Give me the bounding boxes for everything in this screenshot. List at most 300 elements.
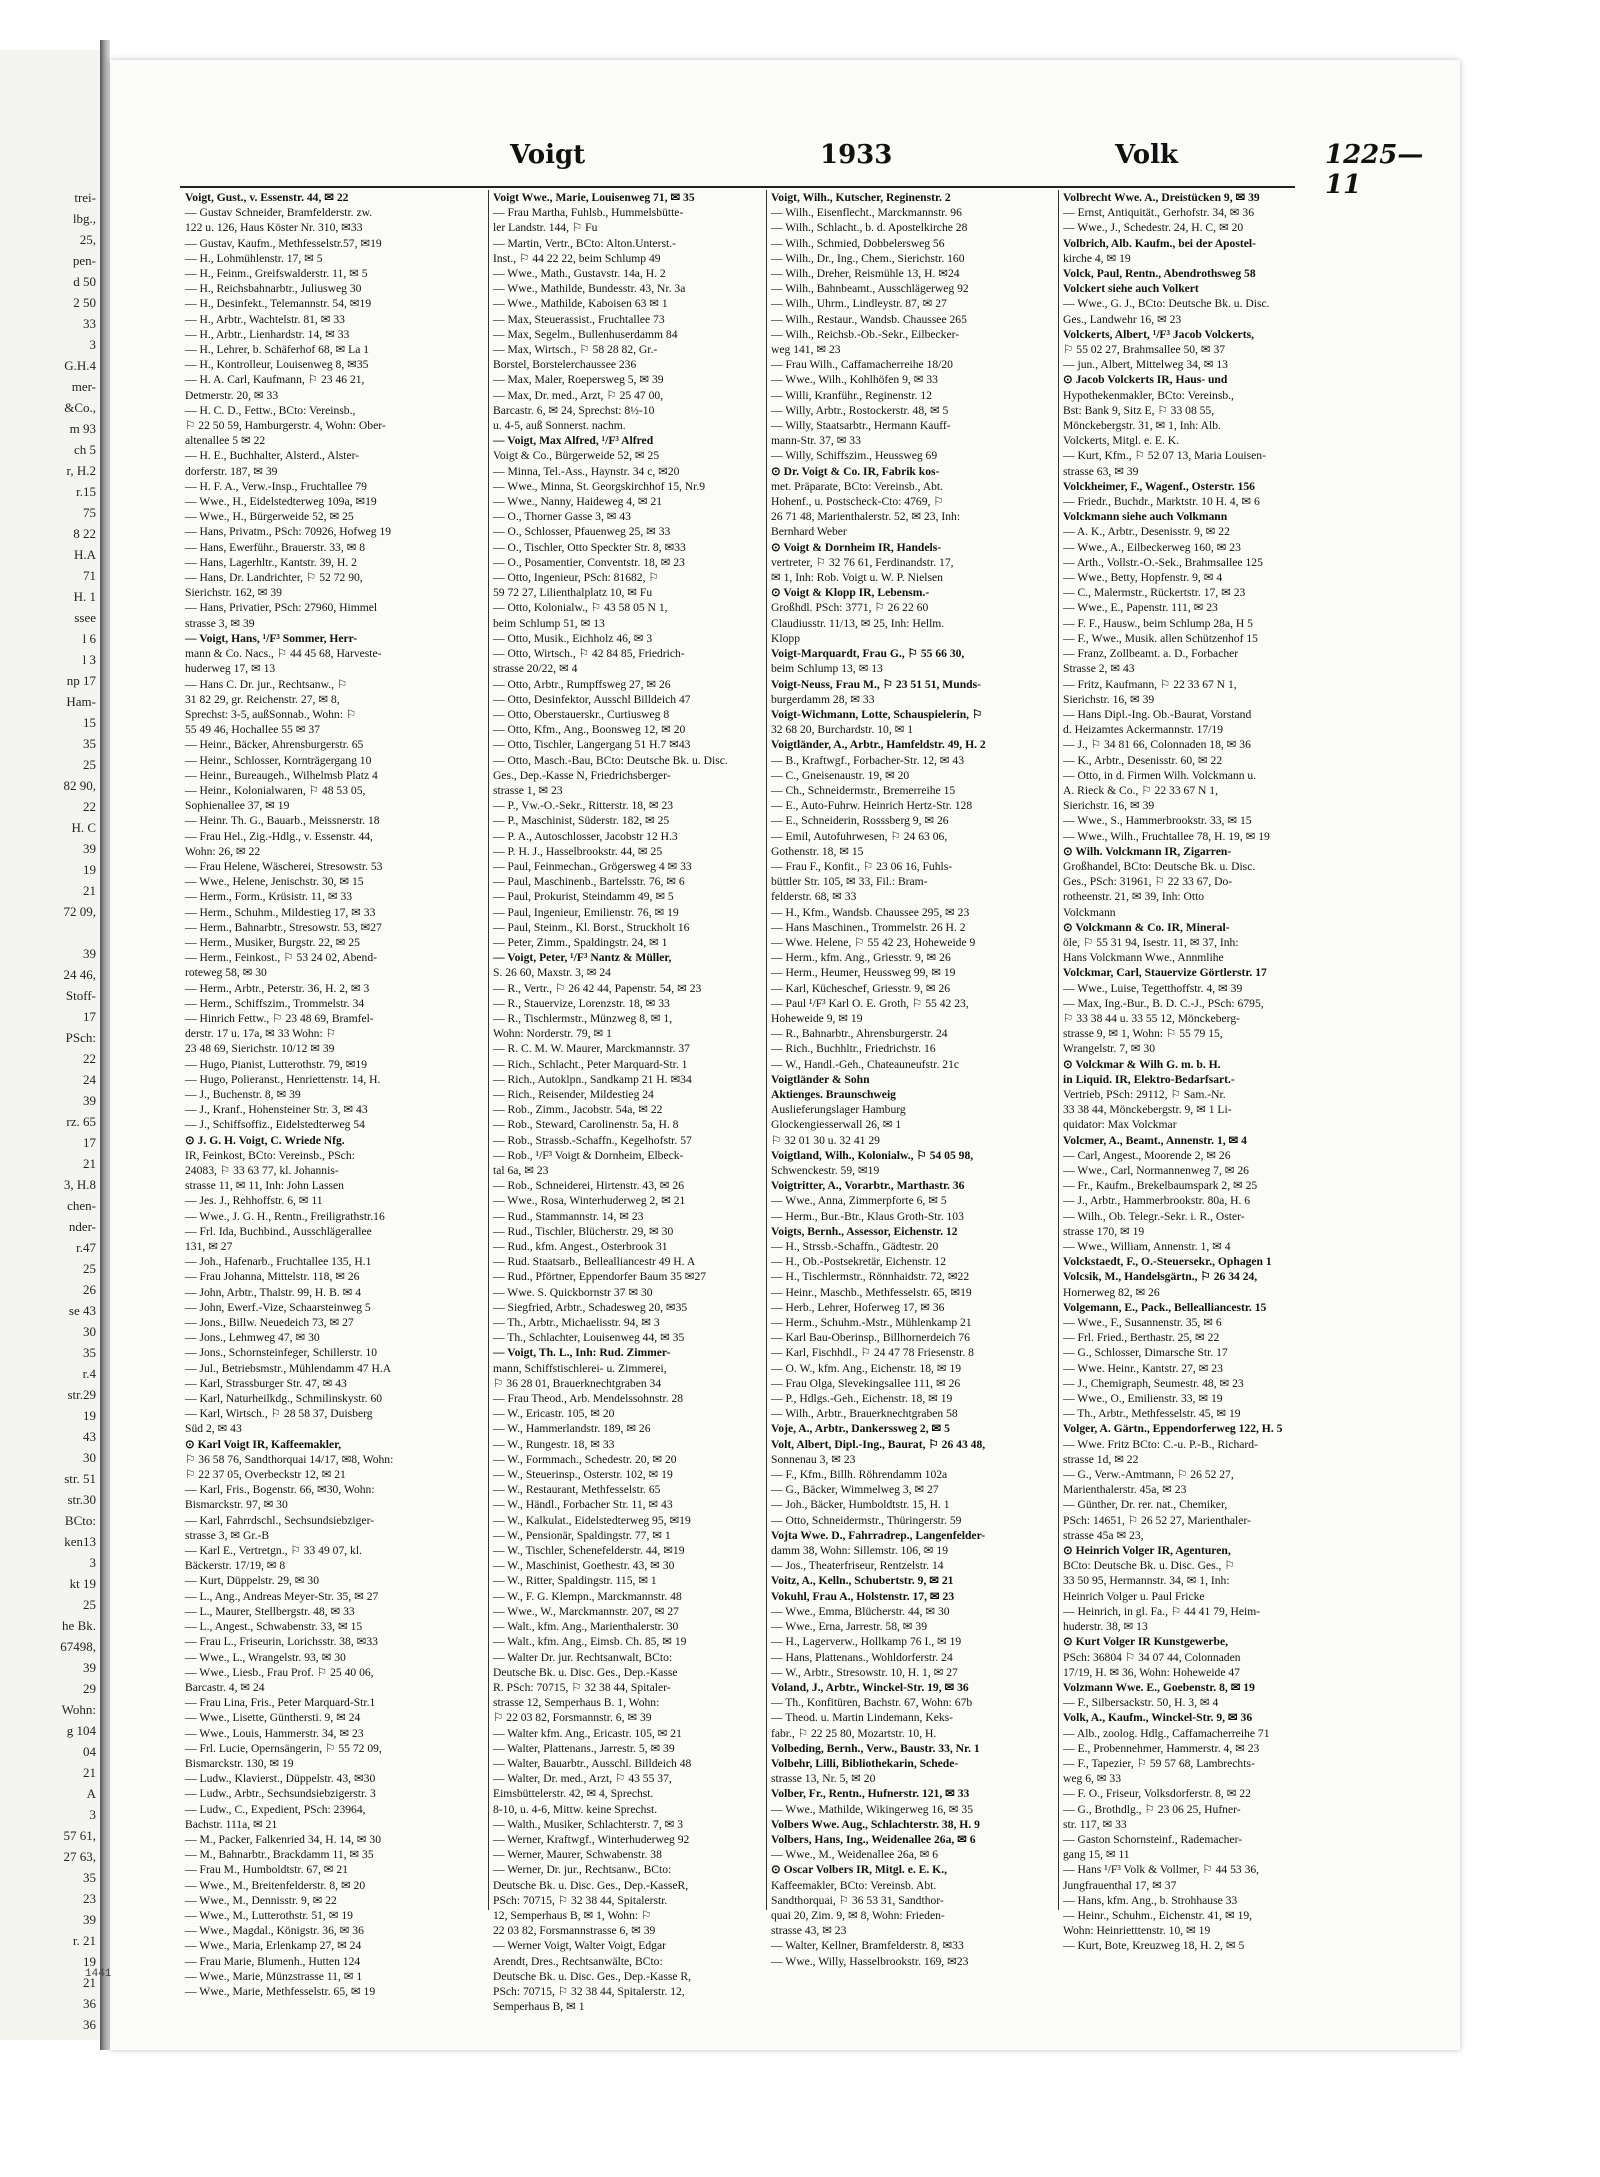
directory-entry: Volk, A., Kaufm., Winckel-Str. 9, ✉ 36 — [1063, 1711, 1253, 1725]
directory-entry: — Carl, Angest., Moorende 2, ✉ 26 — [1063, 1148, 1231, 1162]
directory-entry: Volger, A. Gärtn., Eppendorferweg 122, H. 5 — [1063, 1422, 1283, 1436]
directory-entry: — Hans, Privatm., PSch: 70926, Hofweg 19 — [185, 525, 392, 539]
directory-entry: — Werner, Kraftwgf., Winterhuderweg 92 — [493, 1832, 690, 1846]
directory-entry: — Rud., Pförtner, Eppendorfer Baum 35 ✉27 — [493, 1270, 707, 1284]
directory-entry: 32 68 20, Burchardstr. 10, ✉ 1 — [771, 723, 914, 737]
directory-entry: — J., Chemigraph, Seumestr. 48, ✉ 23 — [1063, 1376, 1244, 1390]
directory-entry: — Willi, Kranführ., Reginenstr. 12 — [771, 388, 932, 402]
directory-entry: — Frau Helene, Wäscherei, Stresowstr. 53 — [185, 859, 383, 873]
directory-entry: — H., Reichsbahnarbtr., Juliusweg 30 — [185, 282, 362, 296]
directory-entry: — Heinr., Schuhm., Eichenstr. 41, ✉ 19, — [1063, 1908, 1253, 1922]
directory-entry: — Frau Marie, Blumenh., Hutten 124 — [185, 1954, 361, 1968]
previous-page-fragment: 35 — [83, 1870, 96, 1885]
previous-page-fragment: 24 46, — [63, 967, 96, 982]
directory-entry: — Hugo, Pianist, Lutterothstr. 79, ✉19 — [185, 1057, 368, 1071]
directory-entry: Voigt-Neuss, Frau M., ⚐ 23 51 51, Munds- — [771, 677, 981, 691]
previous-page-fragment: ken13 — [64, 1534, 96, 1549]
directory-entry: Voje, A., Arbtr., Dankerssweg 2, ✉ 5 — [771, 1422, 950, 1436]
directory-entry: Sierichstr. 162, ✉ 39 — [185, 586, 282, 600]
previous-page-fragment: 21 — [83, 883, 96, 898]
directory-entry: str. 117, ✉ 33 — [1063, 1817, 1127, 1831]
previous-page-fragment: 17 — [83, 1009, 96, 1024]
previous-page-fragment: 36 — [83, 1996, 96, 2011]
directory-entry: ⊙ Karl Voigt IR, Kaffeemakler, — [185, 1437, 342, 1451]
directory-entry: strasse 11, ✉ 11, Inh: John Lassen — [185, 1179, 344, 1193]
directory-entry: — Wwe., Lisette, Günthersti. 9, ✉ 24 — [185, 1711, 361, 1725]
directory-entry: — Otto, Musik., Eichholz 46, ✉ 3 — [493, 631, 653, 645]
directory-entry: Voigtland, Wilh., Kolonialw., ⚐ 54 05 98, — [771, 1148, 974, 1162]
directory-entry: Voigt-Wichmann, Lotte, Schauspielerin, ⚐ — [771, 707, 983, 721]
directory-entry: — W., Händl., Forbacher Str. 11, ✉ 43 — [493, 1498, 673, 1512]
directory-entry: — M., Packer, Falkenried 34, H. 14, ✉ 30 — [185, 1832, 382, 1846]
previous-page-fragment: 21 — [83, 1975, 96, 1990]
directory-entry: — O., Schlosser, Pfauenweg 25, ✉ 33 — [493, 525, 671, 539]
directory-entry: — R., Vertr., ⚐ 26 42 44, Papenstr. 54, ✉ 23 — [493, 981, 702, 995]
directory-entry: — Joh., Hafenarb., Fruchtallee 135, H.1 — [185, 1255, 372, 1269]
directory-entry: — Herm., Bahnarbtr., Stresowstr. 53, ✉27 — [185, 920, 382, 934]
directory-entry: — Paul, Steinm., Kl. Borst., Struckholt 16 — [493, 920, 690, 934]
directory-entry: — L., Maurer, Stellbergstr. 48, ✉ 33 — [185, 1604, 355, 1618]
directory-entry: — Wwe., F., Susannenstr. 35, ✉ 6 — [1063, 1316, 1222, 1330]
directory-entry: — Rich., Autoklpn., Sandkamp 21 H. ✉34 — [493, 1072, 692, 1086]
previous-page-fragment: r, H.2 — [66, 463, 96, 478]
directory-entry: — Walter, Bauarbtr., Ausschl. Billdeich 48 — [493, 1756, 692, 1770]
directory-entry: Heinrich Volger u. Paul Fricke — [1063, 1589, 1205, 1603]
directory-entry: — jun., Albert, Mittelweg 34, ✉ 13 — [1063, 358, 1228, 372]
previous-page-fragment: l 3 — [82, 652, 96, 667]
previous-page-fragment: G.H.4 — [64, 358, 96, 373]
directory-entry: — H., Kontrolleur, Louisenweg 8, ✉35 — [185, 358, 369, 372]
previous-page-fragment: 3 — [89, 1555, 96, 1570]
directory-entry: — Wwe., L., Wrangelstr. 93, ✉ 30 — [185, 1650, 346, 1664]
directory-entry: — Voigt, Th. L., Inh: Rud. Zimmer- — [493, 1346, 671, 1360]
directory-entry: — Otto, Ingenieur, PSch: 81682, ⚐ — [493, 571, 659, 585]
header-rule — [180, 186, 1295, 188]
directory-entry: Ges., Landwehr 16, ✉ 23 — [1063, 312, 1182, 326]
directory-entry: — Karl, Naturheilkdg., Schmilinskystr. 60 — [185, 1392, 383, 1406]
previous-page-fragment: H. 1 — [73, 589, 96, 604]
directory-entry: Sierichstr. 16, ✉ 39 — [1063, 799, 1155, 813]
directory-entry: — Herm., Schiffszim., Trommelstr. 34 — [185, 996, 365, 1010]
previous-page-fragment: &Co., — [64, 400, 96, 415]
directory-entry: — J., Kranf., Hohensteiner Str. 3, ✉ 43 — [185, 1103, 368, 1117]
directory-entry: 33 50 95, Hermannstr. 34, ✉ 1, Inh: — [1063, 1574, 1230, 1588]
directory-entry: Voigt-Marquardt, Frau G., ⚐ 55 66 30, — [771, 647, 965, 661]
directory-entry: — Frau L., Friseurin, Lorichsstr. 38, ✉33 — [185, 1635, 378, 1649]
directory-entry: — Herm., Feinkost., ⚐ 53 24 02, Abend- — [185, 951, 378, 965]
directory-entry: — Rich., Buchhltr., Friedrichstr. 16 — [771, 1042, 936, 1056]
directory-entry: Hypothekenmakler, BCto: Vereinsb., — [1063, 388, 1234, 402]
previous-page-fragment: 21 — [83, 1765, 96, 1780]
previous-page-fragment: str.30 — [67, 1492, 96, 1507]
directory-entry: ⚐ 22 37 05, Overbeckstr 12, ✉ 21 — [185, 1468, 346, 1482]
previous-page-fragment: 35 — [83, 736, 96, 751]
previous-page-fragment: r.15 — [76, 484, 96, 499]
directory-entry: — Otto, Kfm., Ang., Boonsweg 12, ✉ 20 — [493, 723, 686, 737]
previous-page-fragment: np 17 — [66, 673, 96, 688]
directory-entry: — Frau Martha, Fuhlsb., Hummelsbütte- — [493, 206, 684, 220]
directory-entry: — Martin, Vertr., BCto: Alton.Unterst.- — [493, 236, 677, 250]
directory-entry: ⚐ 55 02 27, Brahmsallee 50, ✉ 37 — [1063, 343, 1226, 357]
previous-page-fragment: 15 — [83, 715, 96, 730]
directory-entry: — Wwe., Emma, Blücherstr. 44, ✉ 30 — [771, 1604, 950, 1618]
directory-entry: — Heinr. Th. G., Bauarb., Meissnerstr. 18 — [185, 814, 380, 828]
directory-entry: — Wwe., Minna, St. Georgskirchhof 15, Nr.9 — [493, 479, 706, 493]
directory-entry: — W., Handl.-Geh., Chateauneufstr. 21c — [771, 1057, 960, 1071]
directory-entry: — Wilh., Uhrm., Lindleystr. 87, ✉ 27 — [771, 297, 947, 311]
directory-entry: — Friedr., Buchdr., Marktstr. 10 H. 4, ✉ 6 — [1063, 495, 1260, 509]
directory-entry: — J., Buchenstr. 8, ✉ 39 — [185, 1087, 301, 1101]
directory-entry: — H., Kfm., Wandsb. Chaussee 295, ✉ 23 — [771, 905, 970, 919]
directory-entry: — Ludw., C., Expedient, PSch: 23964, — [185, 1802, 366, 1816]
previous-page-fragment: ssee — [74, 610, 96, 625]
directory-entry: — Voigt, Peter, ¹/F³ Nantz & Müller, — [493, 951, 672, 965]
previous-page-fragment: 04 — [83, 1744, 96, 1759]
directory-entry: — W., Steuerinsp., Osterstr. 102, ✉ 19 — [493, 1468, 673, 1482]
directory-entry: — F. O., Friseur, Volksdorferstr. 8, ✉ 22 — [1063, 1787, 1251, 1801]
header-page-number: 1225—11 — [1325, 140, 1424, 200]
directory-entry: — Werner, Dr. jur., Rechtsanw., BCto: — [493, 1863, 672, 1877]
previous-page-fragment: 39 — [83, 1660, 96, 1675]
header-right-name: Volk — [1115, 140, 1179, 170]
directory-entry: ✉ 1, Inh: Rob. Voigt u. W. P. Nielsen — [771, 571, 943, 585]
directory-entry: — Wwe. Heinr., Kantstr. 27, ✉ 23 — [1063, 1361, 1223, 1375]
directory-entry: — R. C. M. W. Maurer, Marckmannstr. 37 — [493, 1042, 690, 1056]
directory-entry: 55 49 46, Hochallee 55 ✉ 37 — [185, 723, 320, 737]
directory-entry: 12, Semperhaus B, ✉ 1, Wohn: ⚐ — [493, 1908, 652, 1922]
directory-entry: Hornerweg 82, ✉ 26 — [1063, 1285, 1160, 1299]
directory-entry: Volckstaedt, F., O.-Steuersekr., Ophagen 1 — [1063, 1255, 1272, 1269]
directory-entry: — Wilh., Restaur., Wandsb. Chaussee 265 — [771, 312, 967, 326]
previous-page-fragment: 19 — [83, 1954, 96, 1969]
directory-entry: Bismarckstr. 97, ✉ 30 — [185, 1498, 288, 1512]
directory-entry: 17/19, H. ✉ 36, Wohn: Hoheweide 47 — [1063, 1665, 1240, 1679]
footer-mark: 1441 — [85, 1968, 112, 1980]
directory-entry: — H., Desinfekt., Telemannstr. 54, ✉19 — [185, 297, 372, 311]
directory-entry: Voigtländer & Sohn — [771, 1072, 870, 1086]
directory-entry: — Franz, Zollbeamt. a. D., Forbacher — [1063, 647, 1239, 661]
directory-entry: — M., Bahnarbtr., Brackdamm 11, ✉ 35 — [185, 1848, 374, 1862]
previous-page-fragment: chen- — [67, 1198, 96, 1213]
directory-entry: — Hans C. Dr. jur., Rechtsanw., ⚐ — [185, 677, 348, 691]
directory-entry: ⊙ Volckmann & Co. IR, Mineral- — [1063, 920, 1230, 934]
directory-entry: Ges., PSch: 31961, ⚐ 22 33 67, Do- — [1063, 875, 1233, 889]
directory-entry: — Wwe., M., Dennisstr. 9, ✉ 22 — [185, 1893, 337, 1907]
directory-entry: 131, ✉ 27 — [185, 1240, 233, 1254]
directory-entry: Eimsbüttelerstr. 42, ✉ 4, Sprechst. — [493, 1787, 654, 1801]
directory-entry: R. PSch: 70715, ⚐ 32 38 44, Spitaler- — [493, 1680, 671, 1694]
directory-entry: — Walter, Dr. med., Arzt, ⚐ 43 55 37, — [493, 1772, 672, 1786]
directory-entry: — P. A., Autoschlosser, Jacobstr 12 H.3 — [493, 829, 678, 843]
previous-page-fragment: 57 61, — [63, 1828, 96, 1843]
directory-entry: — Jons., Schornsteinfeger, Schillerstr. 10 — [185, 1346, 378, 1360]
directory-entry: strasse 13, Nr. 5, ✉ 20 — [771, 1772, 876, 1786]
directory-entry: Volbrich, Alb. Kaufm., bei der Apostel- — [1063, 236, 1256, 250]
directory-entry: strasse 170, ✉ 19 — [1063, 1224, 1145, 1238]
directory-entry: — Walth., Musiker, Schlachterstr. 7, ✉ 3 — [493, 1817, 684, 1831]
directory-entry: — Herm., kfm. Ang., Griesstr. 9, ✉ 26 — [771, 951, 951, 965]
directory-entry: Volt, Albert, Dipl.-Ing., Baurat, ⚐ 26 43 48, — [771, 1437, 986, 1451]
directory-entry: Sierichstr. 16, ✉ 39 — [1063, 692, 1155, 706]
previous-page-edge — [0, 50, 100, 2040]
directory-entry: — Otto, Kolonialw., ⚐ 43 58 05 N 1, — [493, 601, 668, 615]
directory-entry: Volbeding, Bernh., Verw., Baustr. 33, Nr. 1 — [771, 1741, 980, 1755]
directory-entry: — Max, Dr. med., Arzt, ⚐ 25 47 00, — [493, 388, 664, 402]
directory-entry: — Wwe., Rosa, Winterhuderweg 2, ✉ 21 — [493, 1194, 686, 1208]
directory-entry: — Karl E., Vertretgn., ⚐ 33 49 07, kl. — [185, 1544, 362, 1558]
directory-entry: gang 15, ✉ 11 — [1063, 1848, 1130, 1862]
directory-entry: Schwenckestr. 59, ✉19 — [771, 1164, 880, 1177]
previous-page-fragment: se 43 — [68, 1303, 96, 1318]
directory-entry: — Frau Wilh., Caffamacherreihe 18/20 — [771, 358, 953, 372]
directory-entry: Voigtritter, A., Vorarbtr., Marthastr. 36 — [771, 1179, 965, 1193]
directory-entry: — Wwe., W., Marckmannstr. 207, ✉ 27 — [493, 1604, 679, 1618]
directory-entry: — Arth., Vollstr.-O.-Sek., Brahmsallee 125 — [1063, 555, 1263, 569]
directory-entry: Voland, J., Arbtr., Winckel-Str. 19, ✉ 36 — [771, 1680, 969, 1694]
directory-entry: — Walter Dr. jur. Rechtsanwalt, BCto: — [493, 1650, 673, 1664]
directory-entry: quidator: Max Volckmar — [1063, 1118, 1177, 1132]
directory-entry: — W., Hammerlandstr. 189, ✉ 26 — [493, 1422, 651, 1436]
previous-page-fragment: nder- — [68, 1219, 96, 1234]
directory-entry: ⊙ Voigt & Dornheim IR, Handels- — [771, 540, 942, 554]
directory-entry: ⊙ Jacob Volckerts IR, Haus- und — [1063, 373, 1228, 387]
directory-entry: — Wwe., Wilh., Fruchtallee 78, H. 19, ✉ 19 — [1063, 829, 1270, 843]
previous-page-fragment: PSch: — [65, 1030, 96, 1045]
directory-entry: — Wwe., M., Weidenallee 26a, ✉ 6 — [771, 1848, 939, 1862]
directory-entry: — Alb., zoolog. Hdlg., Caffamacherreihe 71 — [1063, 1726, 1270, 1740]
directory-entry: Volber, Fr., Rentn., Hufnerstr. 121, ✉ 33 — [771, 1787, 970, 1801]
directory-entry: — Frau M., Humboldtstr. 67, ✉ 21 — [185, 1863, 349, 1877]
directory-entry: — Rich., Schlacht., Peter Marquard-Str. 1 — [493, 1057, 688, 1071]
directory-entry: — Hans Dipl.-Ing. Ob.-Baurat, Vorstand — [1063, 707, 1252, 721]
directory-entry: — Fr., Kaufm., Brekelbaumspark 2, ✉ 25 — [1063, 1179, 1258, 1193]
directory-entry: — Wwe. S. Quickbornstr 37 ✉ 30 — [493, 1285, 653, 1299]
directory-entry: Sprechst: 3-5, außSonnab., Wohn: ⚐ — [185, 707, 357, 721]
directory-entry: Klopp — [771, 631, 800, 645]
directory-entry: Volckert siehe auch Volkert — [1063, 282, 1199, 296]
previous-page-fragment: 3, H.8 — [63, 1177, 96, 1192]
previous-page-fragment: 25, — [79, 232, 96, 247]
directory-entry: Ges., Dep.-Kasse N, Friedrichsberger- — [493, 768, 671, 782]
directory-entry: ⊙ Kurt Volger IR Kunstgewerbe, — [1063, 1635, 1229, 1649]
directory-entry: — Gustav Schneider, Bramfelderstr. zw. — [185, 206, 373, 220]
directory-entry: Voitz, A., Kelln., Schubertstr. 9, ✉ 21 — [771, 1574, 954, 1588]
directory-entry: — Kurt, Bote, Kreuzweg 18, H. 2, ✉ 5 — [1063, 1939, 1245, 1953]
directory-entry: — G., Bäcker, Wimmelweg 3, ✉ 27 — [771, 1483, 939, 1497]
directory-entry: — Wwe., J. G. H., Rentn., Freiligrathstr.16 — [185, 1209, 385, 1223]
column-divider — [766, 190, 767, 1910]
directory-entry: Süd 2, ✉ 43 — [185, 1422, 242, 1436]
previous-page-fragment: r. 21 — [72, 1933, 96, 1948]
directory-entry: — Herm., Schuhm.-Mstr., Mühlenkamp 21 — [771, 1316, 972, 1330]
directory-entry: — Wwe., Erna, Jarrestr. 58, ✉ 39 — [771, 1620, 927, 1634]
directory-entry: Voigts, Bernh., Assessor, Eichenstr. 12 — [771, 1224, 958, 1238]
directory-entry: — Rob., Strassb.-Schaffn., Kegelhofstr. 57 — [493, 1133, 692, 1147]
directory-entry: — Wwe., Louis, Hammerstr. 34, ✉ 23 — [185, 1726, 364, 1740]
directory-entry: — P., Maschinist, Süderstr. 182, ✉ 25 — [493, 814, 670, 828]
directory-entry: — W., Pensionär, Spaldingstr. 77, ✉ 1 — [493, 1528, 671, 1542]
directory-entry: PSch: 14651, ⚐ 26 52 27, Marienthaler- — [1063, 1513, 1251, 1527]
directory-entry: ⚐ 36 58 76, Sandthorquai 14/17, ✉8, Wohn: — [185, 1452, 394, 1466]
directory-entry: — Wilh., Reichsb.-Ob.-Sekr., Eilbecker- — [771, 327, 960, 341]
directory-entry: ⚐ 22 50 59, Hamburgerstr. 4, Wohn: Ober- — [185, 419, 386, 433]
previous-page-fragment: 67498, — [60, 1639, 96, 1654]
directory-entry: Volbers, Hans, Ing., Weidenallee 26a, ✉ 6 — [771, 1832, 976, 1846]
previous-page-fragment: 25 — [83, 1261, 96, 1276]
directory-entry: — Paul, Ingenieur, Emilienstr. 76, ✉ 19 — [493, 905, 679, 919]
directory-entry: Volck, Paul, Rentn., Abendrothsweg 58 — [1063, 267, 1256, 281]
directory-entry: — Hans, Dr. Landrichter, ⚐ 52 72 90, — [185, 571, 363, 585]
directory-entry: — Werner, Maurer, Schwabenstr. 38 — [493, 1848, 662, 1862]
previous-page-fragment: H.A — [73, 547, 96, 562]
directory-entry: — O., Thorner Gasse 3, ✉ 43 — [493, 510, 631, 524]
directory-entry: Semperhaus B, ✉ 1 — [493, 2000, 585, 2014]
directory-entry: — Willy, Staatsarbtr., Hermann Kauff- — [771, 419, 951, 433]
directory-entry: mann, Schiffstischlerei- u. Zimmerei, — [493, 1361, 667, 1375]
directory-entry: Volckmann siehe auch Volkmann — [1063, 510, 1228, 524]
directory-entry: Mönckebergstr. 31, ✉ 1, Inh: Alb. — [1063, 419, 1221, 433]
directory-entry: Arendt, Dres., Rechtsanwälte, BCto: — [493, 1954, 663, 1968]
directory-entry: — G., Schlosser, Dimarsche Str. 17 — [1063, 1346, 1228, 1360]
directory-entry: ⊙ Heinrich Volger IR, Agenturen, — [1063, 1544, 1231, 1558]
directory-entry: — Wilh., Schlacht., b. d. Apostelkirche 28 — [771, 221, 968, 235]
directory-entry: 8-10, u. 4-6, Mittw. keine Sprechst. — [493, 1802, 658, 1816]
directory-entry: — P., Hdlgs.-Geh., Eichenstr. 18, ✉ 19 — [771, 1392, 953, 1406]
directory-entry: — H. C. D., Fettw., BCto: Vereinsb., — [185, 403, 356, 417]
directory-entry: — Frau F., Konfit., ⚐ 23 06 16, Fuhls- — [771, 859, 953, 873]
directory-entry: — Wwe. Helene, ⚐ 55 42 23, Hoheweide 9 — [771, 935, 976, 949]
directory-entry: — W., Ritter, Spaldingstr. 115, ✉ 1 — [493, 1574, 657, 1588]
directory-entry: — E., Schneiderin, Rosssberg 9, ✉ 26 — [771, 814, 949, 828]
directory-entry: — Wwe., Maria, Erlenkamp 27, ✉ 24 — [185, 1939, 362, 1953]
directory-entry: — John, Ewerf.-Vize, Schaarsteinweg 5 — [185, 1300, 371, 1314]
directory-entry: — Karl, Wirtsch., ⚐ 28 58 37, Duisberg — [185, 1407, 373, 1421]
directory-entry: — Gustav, Kaufm., Methfesselstr.57, ✉19 — [185, 236, 382, 250]
previous-page-fragment: g 104 — [66, 1723, 96, 1738]
directory-entry: — H., Feinm., Greifswalderstr. 11, ✉ 5 — [185, 267, 368, 281]
directory-entry: — Wwe., Liesb., Frau Prof. ⚐ 25 40 06, — [185, 1665, 374, 1679]
directory-entry: — Wilh., Dreher, Reismühle 13, H. ✉24 — [771, 267, 960, 281]
directory-entry: — H., Arbtr., Lienhardstr. 14, ✉ 33 — [185, 327, 350, 341]
directory-entry: weg 6, ✉ 33 — [1063, 1772, 1122, 1786]
previous-page-fragment: trei- — [74, 190, 96, 205]
directory-entry: Volcmer, A., Beamt., Annenstr. 1, ✉ 4 — [1063, 1133, 1247, 1147]
directory-entry: strasse 20/22, ✉ 4 — [493, 662, 578, 676]
directory-entry: Bernhard Weber — [771, 525, 847, 539]
directory-entry: Barcastr. 4, ✉ 24 — [185, 1680, 265, 1694]
previous-page-fragment: 3 — [89, 1807, 96, 1822]
directory-entry: — Fritz, Kaufmann, ⚐ 22 33 67 N 1, — [1063, 677, 1237, 691]
directory-entry: — F., Tapezier, ⚐ 59 57 68, Lambrechts- — [1063, 1756, 1255, 1770]
directory-entry: — Karl, Kücheschef, Griesstr. 9, ✉ 26 — [771, 981, 951, 995]
directory-entry: Wohn: Heinrietttenstr. 10, ✉ 19 — [1063, 1924, 1211, 1938]
previous-page-fragment: r.4 — [82, 1366, 96, 1381]
previous-page-fragment: 82 90, — [63, 778, 96, 793]
directory-entry: — Rich., Reisender, Mildestieg 24 — [493, 1087, 654, 1101]
directory-entry: fabr., ⚐ 22 25 80, Mozartstr. 10, H. — [771, 1726, 937, 1740]
directory-entry: — F., Silbersackstr. 50, H. 3, ✉ 4 — [1063, 1696, 1219, 1710]
directory-entry: — Heinr., Bureaugeh., Wilhelmsb Platz 4 — [185, 768, 378, 782]
directory-entry: strasse 9, ✉ 1, Wohn: ⚐ 55 79 15, — [1063, 1027, 1223, 1041]
directory-entry: 22 03 82, Forsmannstrasse 6, ✉ 39 — [493, 1924, 656, 1938]
directory-entry: — Wilh., Ob. Telegr.-Sekr. i. R., Oster- — [1063, 1209, 1245, 1223]
directory-entry: — Wwe., E., Papenstr. 111, ✉ 23 — [1063, 601, 1218, 615]
directory-entry: — W., Restaurant, Methfesselstr. 65 — [493, 1483, 661, 1497]
directory-entry: — H. E., Buchhalter, Alsterd., Alster- — [185, 449, 360, 463]
directory-entry: — Willy, Arbtr., Rostockerstr. 48, ✉ 5 — [771, 403, 949, 417]
directory-entry: — Walter, Plattenans., Jarrestr. 5, ✉ 39 — [493, 1741, 675, 1755]
directory-entry: quai 20, Zim. 9, ✉ 8, Wohn: Frieden- — [771, 1908, 945, 1922]
directory-entry: — F., Kfm., Billh. Röhrendamm 102a — [771, 1468, 948, 1482]
directory-entry: — W., Arbtr., Stresowstr. 10, H. 1, ✉ 27 — [771, 1665, 958, 1679]
directory-entry: — Heinr., Maschb., Methfesselstr. 65, ✉19 — [771, 1285, 972, 1299]
directory-entry: — W., Ericastr. 105, ✉ 20 — [493, 1407, 615, 1421]
directory-entry: — Wwe., Nanny, Haideweg 4, ✉ 21 — [493, 495, 663, 509]
directory-entry: Volckerts, Albert, ¹/F³ Jacob Volckerts, — [1063, 327, 1255, 341]
directory-entry: Volckheimer, F., Wagenf., Osterstr. 156 — [1063, 479, 1255, 493]
directory-entry: — Karl, Fris., Bogenstr. 66, ✉30, Wohn: — [185, 1483, 375, 1497]
directory-entry: Volckmann — [1063, 905, 1116, 919]
previous-page-fragment: 43 — [83, 1429, 96, 1444]
directory-entry: — Wwe., Anna, Zimmerpforte 6, ✉ 5 — [771, 1194, 947, 1208]
directory-entry: — O. W., kfm. Ang., Eichenstr. 18, ✉ 19 — [771, 1361, 962, 1375]
directory-entry: — Ernst, Antiquität., Gerhofstr. 34, ✉ 36 — [1063, 206, 1255, 220]
previous-page-fragment: 39 — [83, 1093, 96, 1108]
previous-page-fragment: mer- — [71, 379, 96, 394]
directory-entry: strasse 43, ✉ 23 — [771, 1924, 847, 1938]
directory-entry: — Ludw., Klavierst., Düppelstr. 43, ✉30 — [185, 1772, 376, 1786]
directory-entry: — Rob., Steward, Carolinenstr. 5a, H. 8 — [493, 1118, 679, 1132]
directory-entry: felderstr. 68, ✉ 33 — [771, 890, 857, 904]
directory-entry: — Herb., Lehrer, Hoferweg 17, ✉ 36 — [771, 1300, 945, 1314]
previous-page-fragment: 39 — [83, 946, 96, 961]
column-2 — [493, 190, 793, 2014]
directory-entry: — Wwe., S., Hammerbrookstr. 33, ✉ 15 — [1063, 814, 1252, 828]
column-divider — [488, 190, 489, 1910]
directory-entry: Volbehr, Lilli, Bibliothekarin, Schede- — [771, 1756, 959, 1770]
previous-page-fragment: 71 — [83, 568, 96, 583]
directory-entry: — Ch., Schneidermstr., Bremerreihe 15 — [771, 783, 956, 797]
directory-entry: — Max, Segelm., Bullenhuserdamm 84 — [493, 327, 678, 341]
directory-entry: Jungfrauenthal 17, ✉ 37 — [1063, 1878, 1177, 1892]
directory-entry: — Frl. Ida, Buchbind., Ausschlägerallee — [185, 1224, 372, 1238]
directory-entry: — Hans ¹/F³ Volk & Vollmer, ⚐ 44 53 36, — [1063, 1863, 1260, 1877]
column-4 — [1063, 190, 1363, 1953]
directory-entry: — Minna, Tel.-Ass., Haynstr. 34 c, ✉20 — [493, 464, 680, 478]
previous-page-fragment: d 50 — [73, 274, 96, 289]
directory-entry: strasse 45a ✉ 23, — [1063, 1528, 1144, 1542]
directory-entry: — Emil, Autofuhrwesen, ⚐ 24 63 06, — [771, 829, 948, 843]
directory-entry: — Rud., kfm. Angest., Osterbrook 31 — [493, 1240, 668, 1254]
directory-entry: — G., Verw.-Amtmann, ⚐ 26 52 27, — [1063, 1468, 1234, 1482]
directory-entry: — Frl. Lucie, Opernsängerin, ⚐ 55 72 09, — [185, 1741, 382, 1755]
directory-entry: — Kurt, Düppelstr. 29, ✉ 30 — [185, 1574, 320, 1588]
directory-entry: ⊙ Dr. Voigt & Co. IR, Fabrik kos- — [771, 464, 940, 478]
directory-entry: — Otto, Arbtr., Rumpffsweg 27, ✉ 26 — [493, 677, 671, 691]
directory-entry: — Paul, Prokurist, Steindamm 49, ✉ 5 — [493, 890, 674, 904]
directory-entry: — Herm., Heumer, Heussweg 99, ✉ 19 — [771, 966, 956, 980]
directory-entry: — Herm., Arbtr., Peterstr. 36, H. 2, ✉ 3 — [185, 981, 370, 995]
directory-entry: altenallee 5 ✉ 22 — [185, 434, 266, 448]
previous-page-fragment: m 93 — [69, 421, 96, 436]
previous-page-fragment: 2 50 — [73, 295, 96, 310]
directory-entry: 33 38 44, Mönckebergstr. 9, ✉ 1 Li- — [1063, 1103, 1232, 1117]
directory-entry: — Max, Maler, Roepersweg 5, ✉ 39 — [493, 373, 664, 387]
directory-entry: 59 72 27, Lilienthalplatz 10, ✉ Fu — [493, 586, 653, 600]
directory-entry: — Wwe., Math., Gustavstr. 14a, H. 2 — [493, 267, 666, 281]
directory-entry: — Otto, in d. Firmen Wilh. Volckmann u. — [1063, 768, 1257, 782]
directory-entry: A. Rieck & Co., ⚐ 22 33 67 N 1, — [1063, 783, 1218, 797]
